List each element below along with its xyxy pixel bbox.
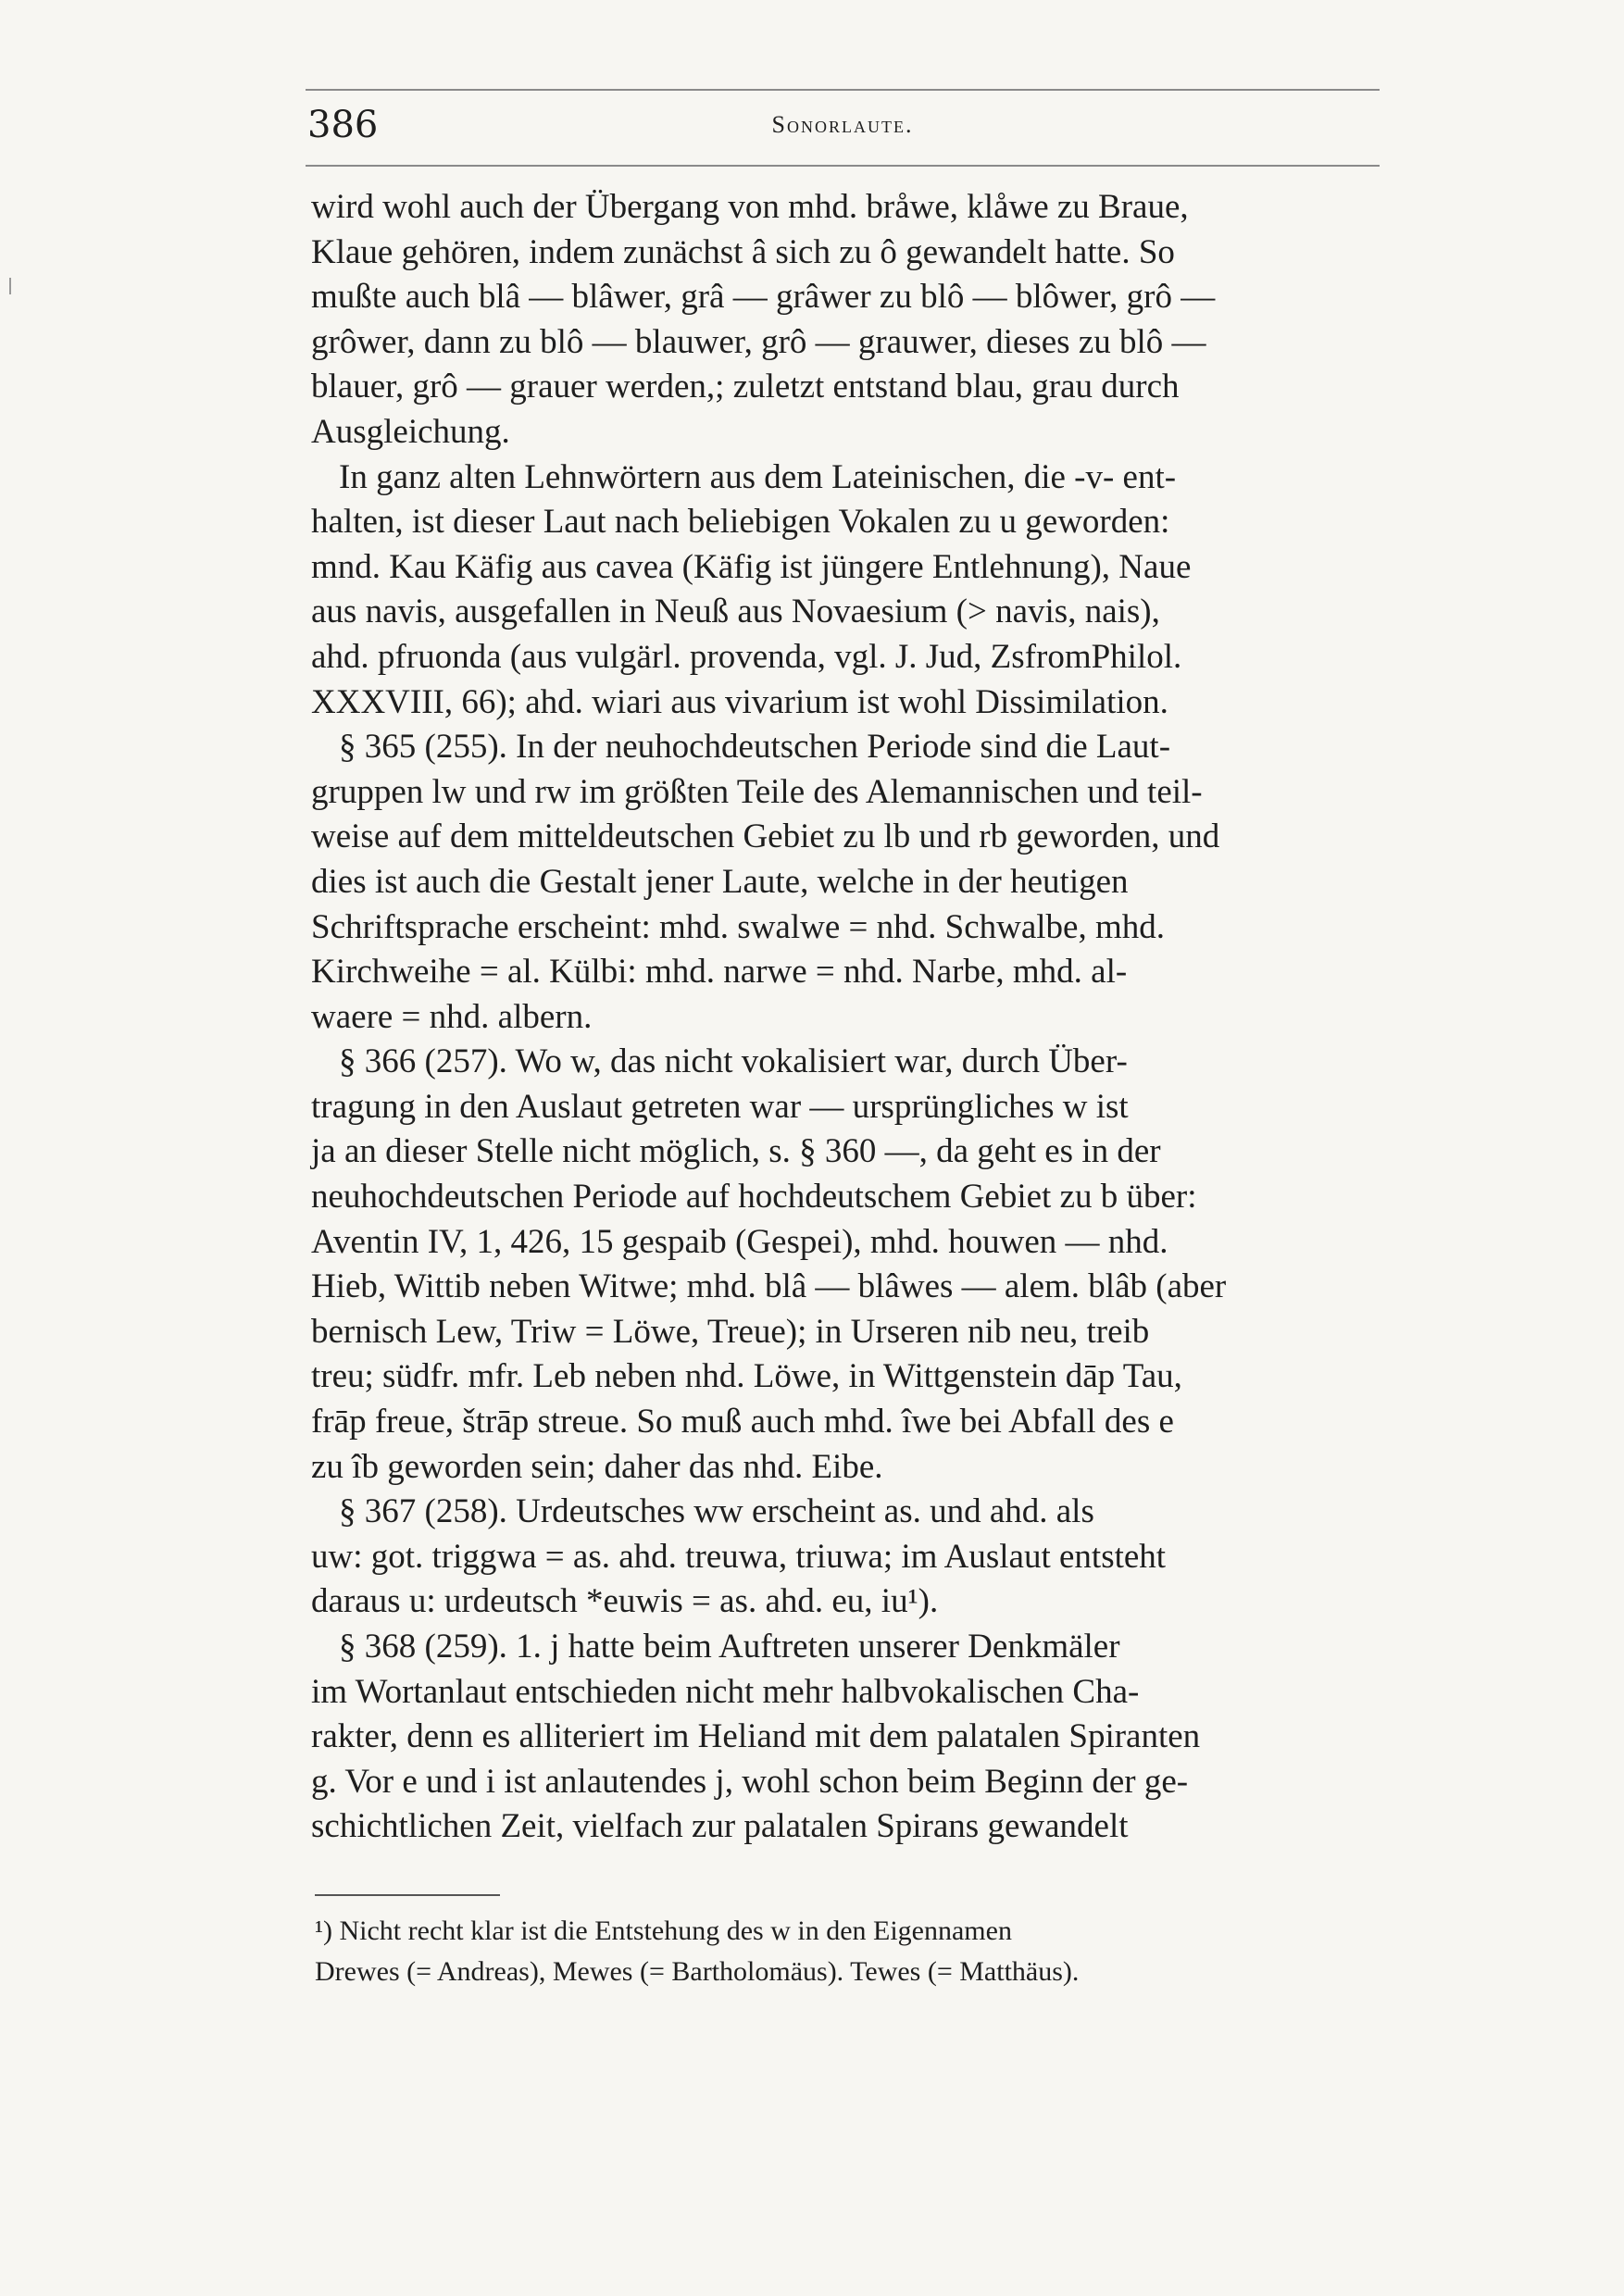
text-line: weise auf dem mitteldeutschen Gebiet zu lb und rb geworden, und xyxy=(311,817,1220,856)
text-line: Aventin IV, 1, 426, 15 gespaib (Gespei), mhd. houwen — nhd. xyxy=(311,1222,1168,1261)
text-line: gruppen lw und rw im größten Teile des Alemannischen und teil- xyxy=(311,772,1203,811)
footnote xyxy=(315,1911,1407,1992)
text-line: frāp freue, štrāp streue. So muß auch mhd. îwe bei Abfall des e xyxy=(311,1403,1174,1441)
text-line: rakter, denn es alliteriert im Heliand mit dem palatalen Spiranten xyxy=(311,1717,1201,1756)
text-line: wird wohl auch der Übergang von mhd. bråwe, klåwe zu Braue, xyxy=(311,188,1189,226)
section-368-start: § 368 (259). 1. j hatte beim Auftreten unserer Denkmäler xyxy=(339,1628,1120,1666)
running-title: Sonorlaute. xyxy=(771,111,914,138)
section-365-start: § 365 (255). In der neuhochdeutschen Periode sind die Laut- xyxy=(339,728,1171,767)
text-line: Ausgleichung. xyxy=(311,412,510,451)
text-line: waere = nhd. albern. xyxy=(311,997,593,1036)
page-number: 386 xyxy=(307,104,379,146)
text-line: Klaue gehören, indem zunächst â sich zu ô gewandelt hatte. So xyxy=(311,232,1175,271)
text-line: blauer, grô — grauer werden,; zuletzt entstand blau, grau durch xyxy=(311,368,1180,406)
text-line: Schriftsprache erscheint: mhd. swalwe = nhd. Schwalbe, mhd. xyxy=(311,907,1166,946)
body-text xyxy=(311,185,1385,1850)
text-line: dies ist auch die Gestalt jener Laute, welche in der heutigen xyxy=(311,862,1129,901)
text-line: ja an dieser Stelle nicht möglich, s. § 360 —, da geht es in der xyxy=(311,1132,1161,1171)
text-line: im Wortanlaut entschieden nicht mehr halbvokalischen Cha- xyxy=(311,1672,1140,1711)
text-line: g. Vor e und i ist anlautendes j, wohl schon beim Beginn der ge- xyxy=(311,1762,1189,1801)
text-line: aus navis, ausgefallen in Neuß aus Novaesium (> navis, nais), xyxy=(311,593,1160,631)
text-line: neuhochdeutschen Periode auf hochdeutschem Gebiet zu b über: xyxy=(311,1178,1197,1217)
section-366-start: § 366 (257). Wo w, das nicht vokalisiert war, durch Über- xyxy=(339,1042,1128,1081)
text-line: In ganz alten Lehnwörtern aus dem Lateinischen, die -v- ent- xyxy=(339,457,1177,496)
text-line: mußte auch blâ — blâwer, grâ — grâwer zu blô — blôwer, grô — xyxy=(311,278,1216,317)
text-line: daraus u: urdeutsch *euwis = as. ahd. eu, iu¹). xyxy=(311,1582,939,1621)
text-line: uw: got. triggwa = as. ahd. treuwa, triuwa; im Auslaut entsteht xyxy=(311,1537,1167,1576)
text-line: zu îb geworden sein; daher das nhd. Eibe. xyxy=(311,1447,883,1486)
text-line: Hieb, Wittib neben Witwe; mhd. blâ — blâwes — alem. blâb (aber xyxy=(311,1267,1227,1306)
section-367-start: § 367 (258). Urdeutsches ww erscheint as. und ahd. als xyxy=(339,1492,1094,1531)
footnote-line: Drewes (= Andreas), Mewes (= Bartholomäus). Tewes (= Matthäus). xyxy=(315,1956,1080,1987)
text-line: tragung in den Auslaut getreten war — ursprüngliches w ist xyxy=(311,1087,1129,1126)
footnote-divider xyxy=(315,1894,500,1896)
text-line: ahd. pfruonda (aus vulgärl. provenda, vgl. J. Jud, ZsfromPhilol. xyxy=(311,637,1182,676)
text-line: schichtlichen Zeit, vielfach zur palatalen Spirans gewandelt xyxy=(311,1807,1129,1846)
text-line: Kirchweihe = al. Külbi: mhd. narwe = nhd. Narbe, mhd. al- xyxy=(311,953,1128,992)
text-line: bernisch Lew, Triw = Löwe, Treue); in Urseren nib neu, treib xyxy=(311,1312,1150,1351)
text-line: halten, ist dieser Laut nach beliebigen Vokalen zu u geworden: xyxy=(311,503,1170,542)
scan-mark xyxy=(9,278,11,294)
text-line: treu; südfr. mfr. Leb neben nhd. Löwe, in Wittgenstein dāp Tau, xyxy=(311,1357,1182,1396)
text-line: mnd. Kau Käfig aus cavea (Käfig ist jüngere Entlehnung), Naue xyxy=(311,547,1192,586)
page-header xyxy=(306,89,1380,167)
text-line: grôwer, dann zu blô — blauwer, grô — grauwer, dieses zu blô — xyxy=(311,322,1206,361)
text-line: XXXVIII, 66); ahd. wiari aus vivarium ist wohl Dissimilation. xyxy=(311,682,1168,721)
footnote-line: ¹) Nicht recht klar ist die Entstehung des w in den Eigennamen xyxy=(315,1915,1012,1946)
